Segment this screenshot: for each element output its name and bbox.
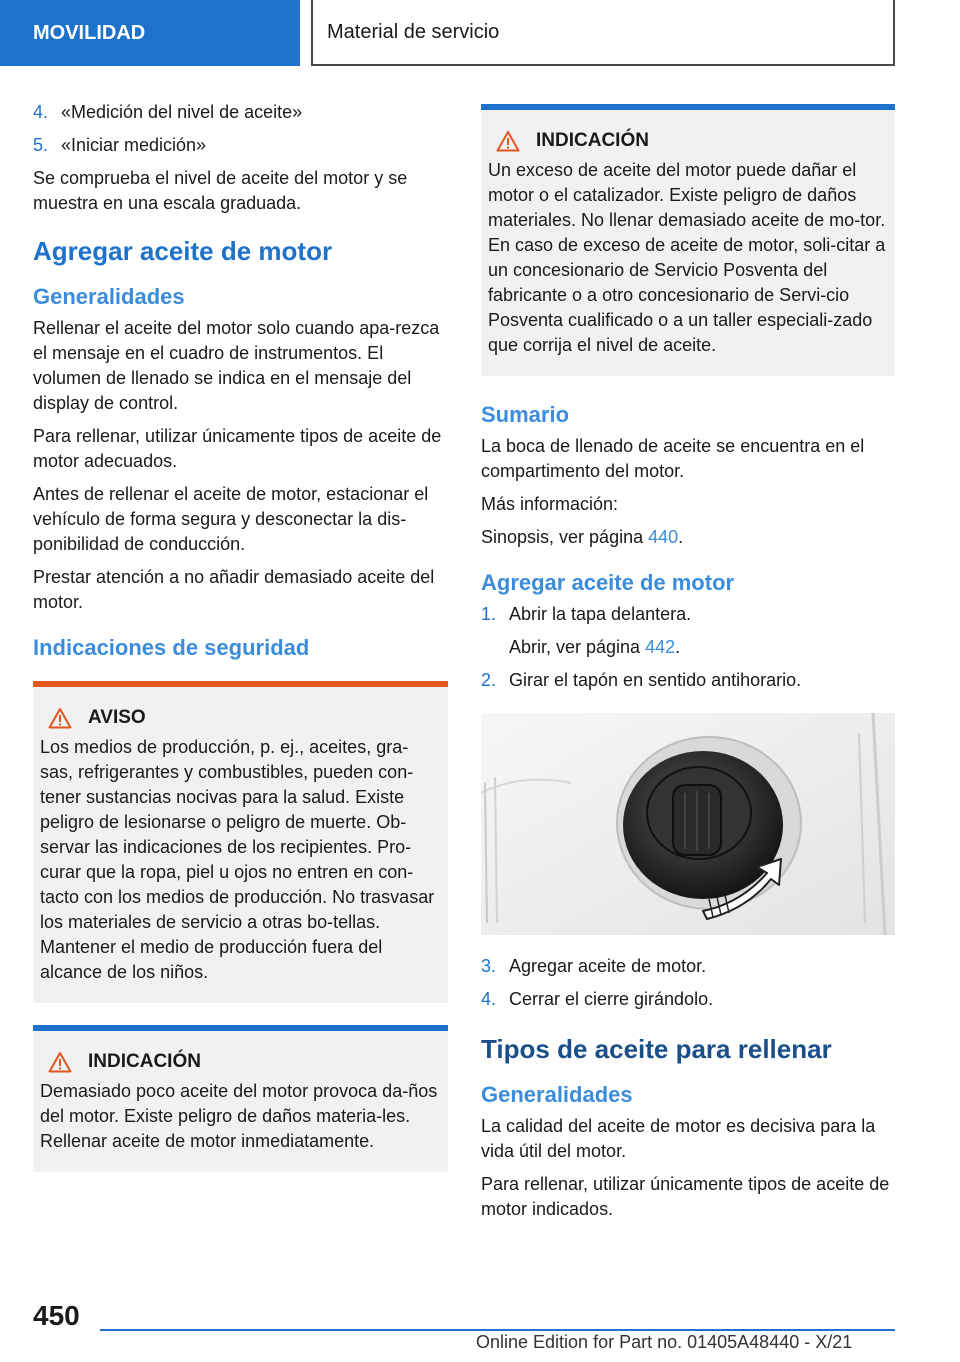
warning-title: AVISO (88, 707, 146, 728)
step-text: «Medición del nivel de aceite» (61, 102, 303, 122)
warning-header (40, 707, 440, 729)
section-tab: MOVILIDAD (0, 0, 300, 66)
reference-end: . (678, 527, 684, 547)
step-2 (481, 668, 895, 693)
page-link-442[interactable]: 442 (645, 637, 676, 657)
step-4 (33, 100, 448, 125)
step-number: 2. (481, 670, 497, 690)
step-sub-reference (481, 635, 895, 660)
step-text: Girar el tapón en sentido antihorario. (509, 670, 802, 690)
step-number: 4. (33, 102, 49, 122)
footer-divider (100, 1329, 895, 1331)
step-number: 5. (33, 135, 49, 155)
left-column (33, 100, 448, 1194)
page-header (0, 0, 960, 66)
step-5 (33, 133, 448, 158)
warning-text: Los medios de producción, p. ej., aceites, gra-sas, refrigerantes y combustibles, pueden con-tener sustancias nocivas para la salud. Existe peligro de lesionarse o peligro de muerte. Ob-servar las indicaciones de los recipientes. Pro-curar que la ropa, piel u ojos no entren en con-tacto con los medios de producción. No trasvasar los materiales de servicio a otras bo-tellas. Mantener el medio de producción fuera del alcance de los niños. (40, 737, 435, 982)
warning-triangle-icon (48, 1051, 72, 1073)
edition-text: Online Edition for Part no. 01405A48440 - X/21 (476, 1332, 853, 1352)
reference-text: Sinopsis, ver página (481, 527, 649, 547)
page-link-440[interactable]: 440 (648, 527, 679, 547)
paragraph-reference (481, 525, 895, 550)
paragraph: Se comprueba el nivel de aceite del motor y se muestra en una escala graduada. (33, 168, 408, 213)
chapter-title: Material de servicio (311, 0, 895, 66)
step-3 (481, 954, 895, 979)
paragraph: Prestar atención a no añadir demasiado aceite del motor. (33, 567, 435, 612)
step-text: Agregar aceite de motor. (509, 956, 707, 976)
oil-filler-cap-illustration (481, 713, 895, 935)
paragraph: La calidad del aceite de motor es decisiva para la vida útil del motor. (481, 1116, 876, 1161)
subheading-general: Generalidades (481, 1082, 633, 1107)
step-number: 1. (481, 604, 497, 624)
paragraph: Más información: (481, 494, 619, 514)
right-column (481, 104, 895, 1230)
step-number: 3. (481, 956, 497, 976)
section-heading-oil-types: Tipos de aceite para rellenar (481, 1034, 832, 1064)
step-text: Cerrar el cierre girándolo. (509, 989, 714, 1009)
warning-box (33, 681, 448, 1003)
step-4 (481, 987, 895, 1012)
note-title: INDICACIÓN (536, 130, 649, 151)
subheading-summary: Sumario (481, 402, 570, 427)
page-number: 450 (33, 1300, 80, 1331)
note-title: INDICACIÓN (88, 1051, 201, 1072)
subheading-general: Generalidades (33, 284, 185, 309)
subheading-safety: Indicaciones de seguridad (33, 635, 310, 660)
note-box (481, 104, 895, 376)
paragraph: Para rellenar, utilizar únicamente tipos de aceite de motor indicados. (481, 1174, 890, 1219)
note-box (33, 1025, 448, 1172)
step-text: Abrir la tapa delantera. (509, 604, 692, 624)
subheading-add-oil: Agregar aceite de motor (481, 570, 735, 595)
paragraph: Antes de rellenar el aceite de motor, estacionar el vehículo de forma segura y desconectar la dis-ponibilidad de conducción. (33, 484, 429, 554)
note-text: Un exceso de aceite del motor puede dañar el motor o el catalizador. Existe peligro de daños materiales. No llenar demasiado aceite de mo-tor. En caso de exceso de aceite de motor, soli-citar a un concesionario de Servicio Posventa del fabricante o a otro concesionario de Servi-cio Posventa cualificado o a un taller especiali-zado que corrija el nivel de aceite. (488, 160, 886, 355)
step-number: 4. (481, 989, 497, 1009)
step-text: «Iniciar medición» (61, 135, 207, 155)
reference-end: . (675, 637, 681, 657)
note-header (40, 1051, 440, 1073)
paragraph: Rellenar el aceite del motor solo cuando apa-rezca el mensaje en el cuadro de instrumentos. El volumen de llenado se indica en el mensaje del display de control. (33, 318, 440, 413)
section-heading-add-oil: Agregar aceite de motor (33, 236, 333, 266)
warning-triangle-icon (48, 707, 72, 729)
warning-triangle-icon (496, 130, 520, 152)
paragraph: Para rellenar, utilizar únicamente tipos de aceite de motor adecuados. (33, 426, 442, 471)
paragraph: La boca de llenado de aceite se encuentra en el compartimento del motor. (481, 436, 865, 481)
note-header (488, 130, 887, 152)
note-text: Demasiado poco aceite del motor provoca da-ños del motor. Existe peligro de daños materia-les. Rellenar aceite de motor inmediatamente. (40, 1081, 438, 1151)
reference-text: Abrir, ver página (509, 637, 646, 657)
step-1 (481, 602, 895, 627)
